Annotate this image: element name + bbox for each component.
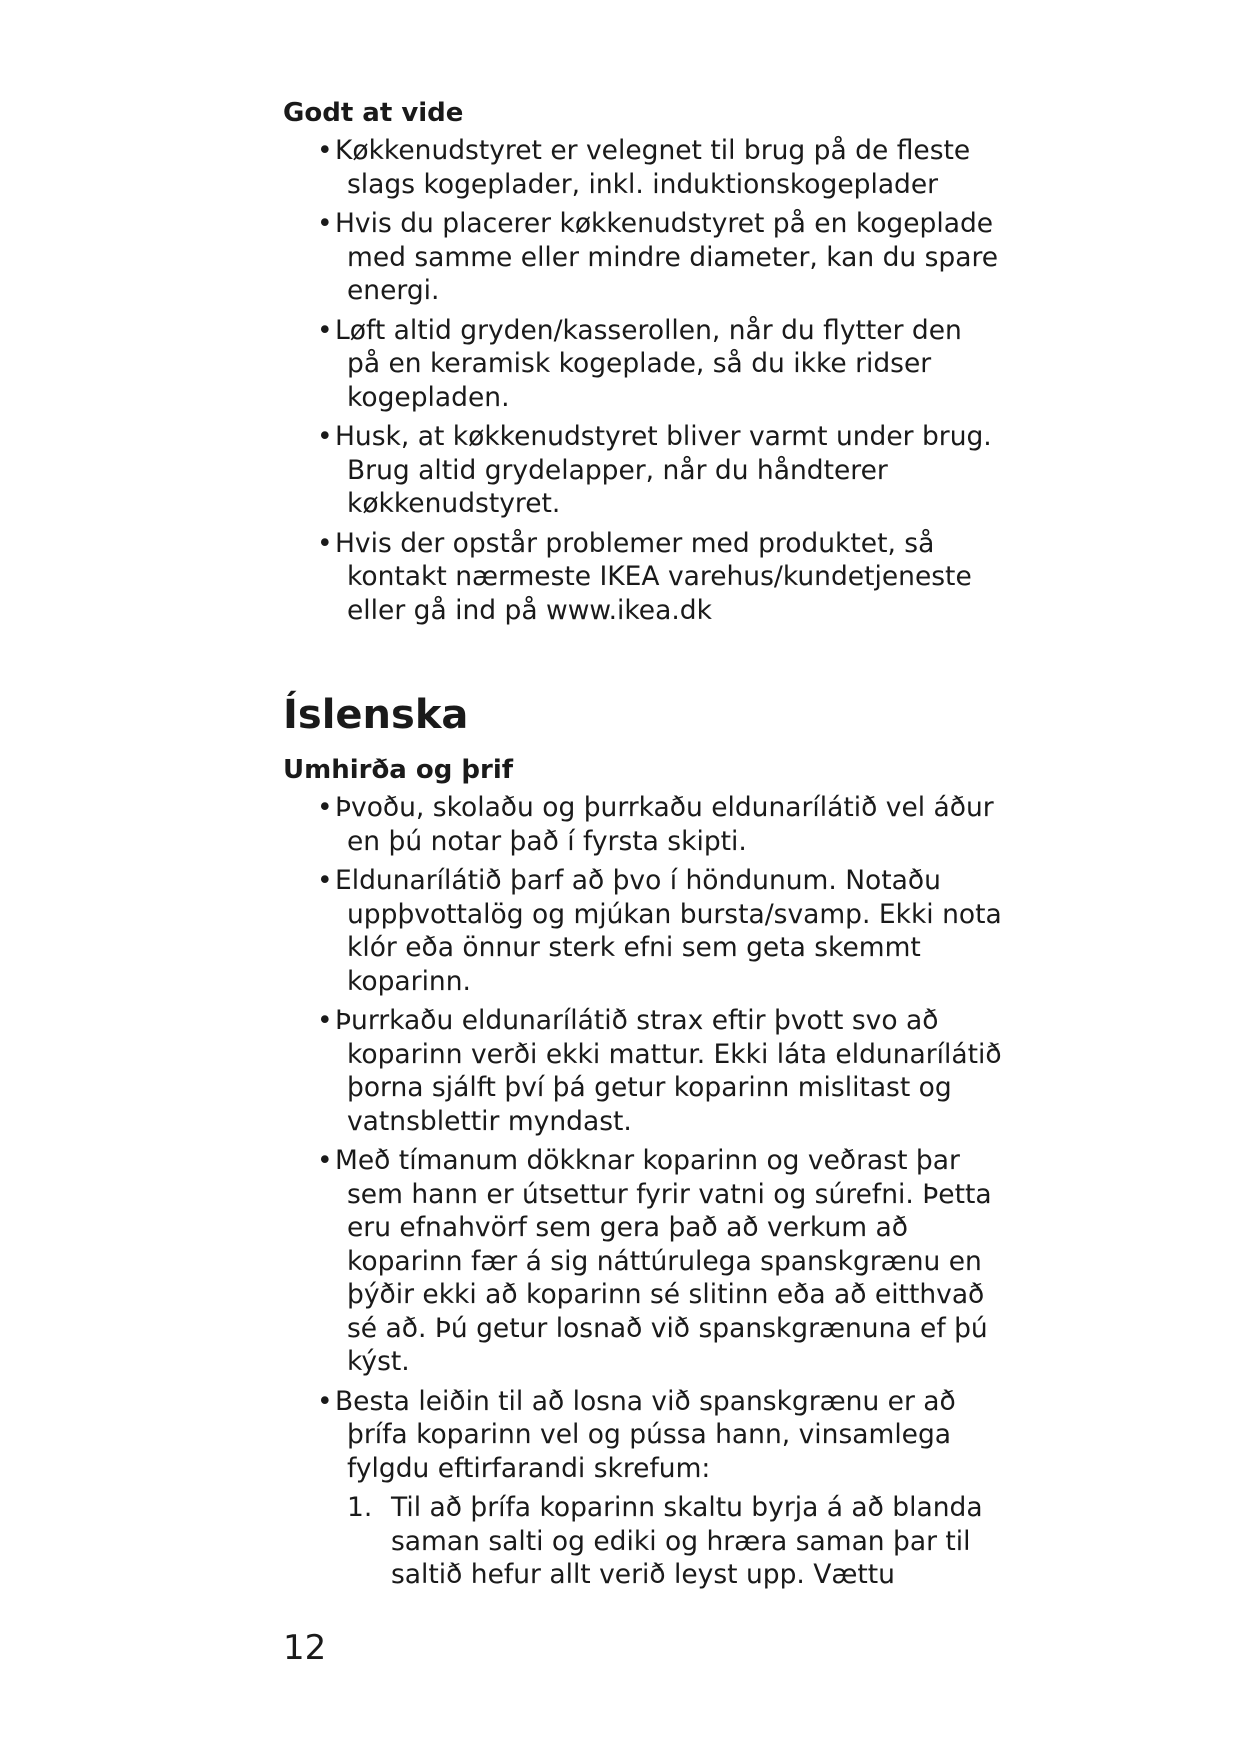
bullet-icon: • — [317, 1145, 333, 1176]
language-section-title: Íslenska — [283, 692, 469, 738]
danish-bullet-list — [283, 134, 1003, 627]
list-item: •Køkkenudstyret er velegnet til brug på de fleste slags kogeplader, inkl. induktionskogeplader — [317, 135, 971, 200]
bullet-icon: • — [317, 865, 333, 896]
bullet-icon: • — [317, 527, 333, 559]
icelandic-bullet-list — [283, 791, 1003, 1485]
list-item: •Besta leiðin til að losna við spanskgrænu er að þrífa koparinn vel og pússa hann, vinsamlega fylgdu eftirfarandi skrefum: — [317, 1385, 956, 1484]
list-item: •Þvoðu, skolaðu og þurrkaðu eldunarílátið vel áður en þú notar það í fyrsta skipti. — [317, 792, 994, 857]
cleaning-steps-list — [329, 1491, 1003, 1592]
list-item: •Løft altid gryden/kasserollen, når du flytter den på en keramisk kogeplade, så du ikke ridser kogepladen. — [317, 314, 962, 413]
step-item: 1. Til að þrífa koparinn skaltu byrja á að blanda saman salti og ediki og hræra saman þar til saltið hefur allt verið leyst upp. Vættu — [347, 1492, 983, 1590]
bullet-icon: • — [317, 1385, 333, 1417]
bullet-icon: • — [317, 208, 333, 239]
list-item: •Þurrkaðu eldunarílátið strax eftir þvott svo að koparinn verði ekki mattur. Ekki láta eldunarílátið þorna sjálft því þá getur koparinn mislitast og vatnsblettir myndast. — [317, 1005, 1002, 1137]
care-and-cleaning-heading: Umhirða og þrif — [283, 755, 514, 785]
list-item: •Husk, at køkkenudstyret bliver varmt under brug. Brug altid grydelapper, når du håndterer køkkenudstyret. — [317, 421, 992, 519]
page-content — [283, 96, 1003, 1592]
list-item: •Hvis du placerer køkkenudstyret på en kogeplade med samme eller mindre diameter, kan du spare energi. — [317, 208, 999, 306]
danish-good-to-know-heading: Godt at vide — [283, 98, 464, 128]
list-item: •Eldunarílátið þarf að þvo í höndunum. Notaðu uppþvottalög og mjúkan bursta/svamp. Ekki nota klór eða önnur sterk efni sem geta skemmt koparinn. — [317, 865, 1002, 997]
page-number: 12 — [283, 1628, 327, 1668]
bullet-icon: • — [317, 421, 333, 452]
list-item: •Hvis der opstår problemer med produktet, så kontakt nærmeste IKEA varehus/kundetjeneste eller gå ind på www.ikea.dk — [317, 527, 972, 626]
bullet-icon: • — [317, 1005, 333, 1036]
bullet-icon: • — [317, 314, 333, 346]
bullet-icon: • — [317, 135, 333, 166]
list-item: •Með tímanum dökknar koparinn og veðrast þar sem hann er útsettur fyrir vatni og súrefni. Þetta eru efnahvörf sem gera það að verkum að koparinn fær á sig náttúrulega spanskgrænu en þýðir ekki að koparinn sé slitinn eða að eitthvað sé að. Þú getur losnað við spanskgrænuna ef þú kýst. — [317, 1145, 992, 1377]
bullet-icon: • — [317, 792, 333, 823]
